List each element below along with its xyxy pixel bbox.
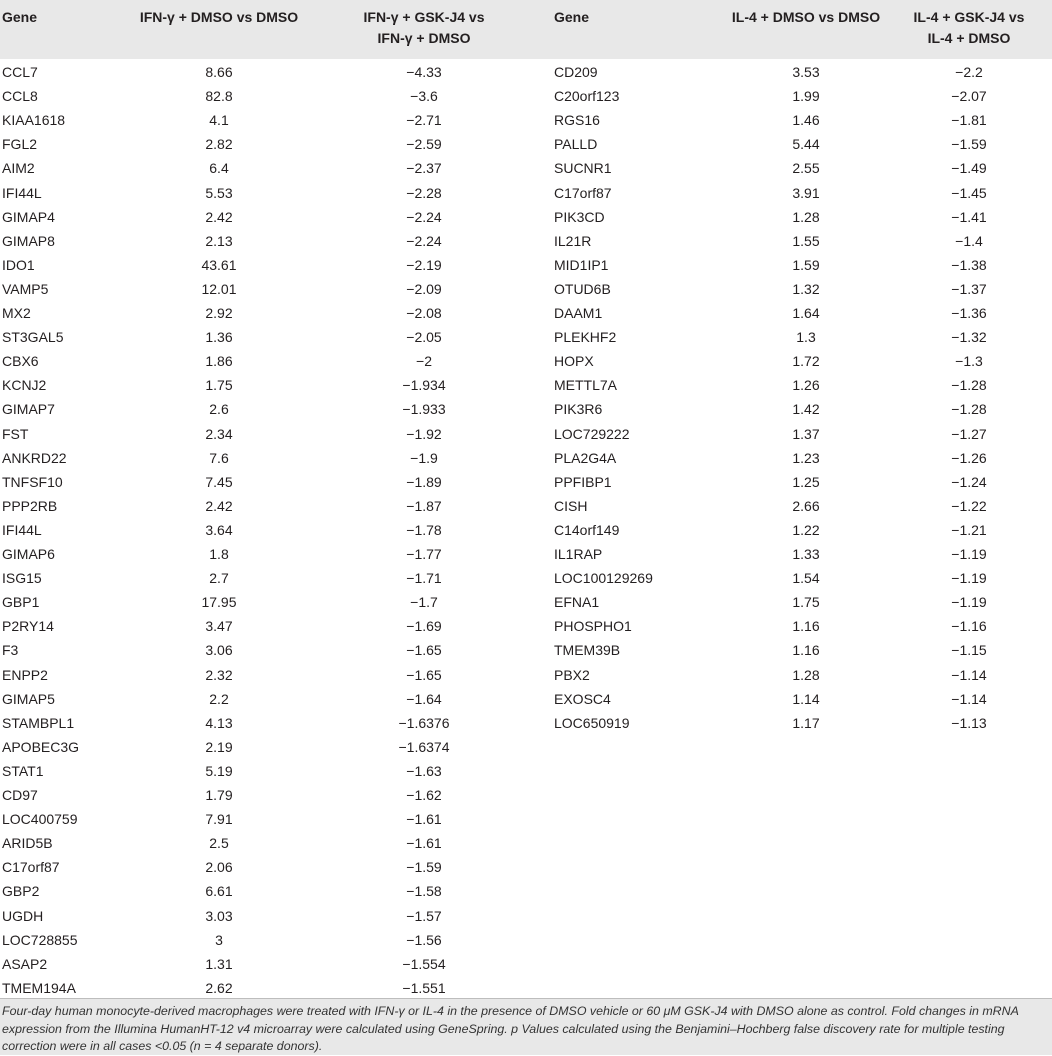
gene-cell: MX2 (2, 305, 31, 321)
ifn-dmso-cell: 1.86 (205, 353, 233, 370)
il4-gsk-cell (884, 831, 1052, 855)
il4-dmso-cell: 1.3 (796, 329, 816, 346)
il4-gsk-cell (884, 735, 1052, 759)
gene2-cell (554, 855, 694, 879)
gene-cell: ST3GAL5 (2, 329, 64, 346)
gene2-cell: C14orf149 (554, 521, 620, 538)
ifn-dmso-cell: 1.8 (209, 546, 229, 562)
ifn-gsk-cell: −1.59 (406, 859, 442, 876)
table-row (0, 108, 1052, 132)
gene-cell: TNFSF10 (2, 473, 63, 490)
il4-gsk-cell: −1.19 (951, 546, 987, 562)
ifn-gsk-cell: −2.19 (406, 256, 442, 273)
gene-cell: ANKRD22 (2, 449, 67, 466)
ifn-gsk-cell: −2.59 (406, 136, 442, 153)
ifn-dmso-cell: 7.6 (209, 449, 229, 466)
table-row (0, 638, 1052, 662)
il4-gsk-cell: −1.26 (951, 449, 987, 466)
gene2-cell: OTUD6B (554, 280, 611, 297)
header-ifn-gsk-line1: IFN-γ + GSK-J4 vs (363, 9, 485, 25)
gene-cell: AIM2 (2, 160, 35, 177)
gene-cell: CCL8 (2, 88, 38, 105)
ifn-gsk-cell: −1.7 (410, 594, 438, 611)
gene-cell: GBP2 (2, 883, 40, 900)
ifn-gsk-cell: −1.78 (406, 521, 442, 538)
il4-gsk-cell: −1.28 (951, 377, 987, 394)
il4-dmso-cell: 2.66 (792, 497, 820, 514)
ifn-dmso-cell: 4.1 (209, 112, 229, 129)
il4-dmso-cell: 1.28 (792, 208, 820, 225)
ifn-gsk-cell: −1.933 (402, 401, 446, 418)
ifn-gsk-cell: −1.63 (406, 762, 442, 779)
table-row (0, 783, 1052, 807)
ifn-dmso-cell: 7.45 (205, 473, 233, 490)
gene-cell: GIMAP7 (2, 401, 55, 418)
table-row (0, 229, 1052, 253)
ifn-gsk-cell: −2.24 (406, 232, 442, 249)
il4-gsk-cell (884, 807, 1052, 831)
il4-gsk-cell: −1.14 (951, 666, 987, 683)
header-gene-right: Gene (554, 9, 590, 25)
table-row (0, 397, 1052, 421)
header-il4-gsk-line1: IL-4 + GSK-J4 vs (913, 9, 1025, 25)
table-row (0, 566, 1052, 590)
il4-gsk-cell (884, 952, 1052, 976)
ifn-gsk-cell: −1.64 (406, 690, 442, 707)
gene2-cell (554, 976, 694, 1000)
gene2-cell: RGS16 (554, 112, 600, 129)
il4-gsk-cell: −1.22 (951, 497, 987, 514)
gene-cell: IDO1 (2, 256, 35, 273)
gene2-cell: PBX2 (554, 666, 590, 683)
table-row (0, 470, 1052, 494)
ifn-gsk-cell: −1.9 (410, 449, 438, 466)
il4-dmso-cell: 1.99 (792, 88, 820, 105)
il4-dmso-cell: 5.44 (792, 136, 820, 153)
gene2-cell: DAAM1 (554, 305, 603, 321)
il4-dmso-cell: 1.54 (792, 570, 820, 587)
gene2-cell: PIK3CD (554, 208, 605, 225)
il4-dmso-cell: 2.55 (792, 160, 820, 177)
ifn-dmso-cell: 2.42 (205, 208, 233, 225)
ifn-dmso-cell: 3.06 (205, 642, 233, 659)
table-row (0, 325, 1052, 349)
gene2-cell: SUCNR1 (554, 160, 612, 177)
il4-gsk-cell (884, 928, 1052, 952)
ifn-gsk-cell: −1.551 (402, 979, 446, 996)
gene-cell: GBP1 (2, 594, 40, 611)
table-row (0, 132, 1052, 156)
ifn-gsk-cell: −1.58 (406, 883, 442, 900)
il4-gsk-cell: −1.19 (951, 570, 987, 587)
gene2-cell: PPFIBP1 (554, 473, 612, 490)
gene-cell: VAMP5 (2, 280, 49, 297)
gene-cell: LOC400759 (2, 811, 78, 828)
il4-dmso-cell: 1.22 (792, 521, 820, 538)
gene-cell: GIMAP5 (2, 690, 55, 707)
ifn-dmso-cell: 82.8 (205, 88, 233, 105)
il4-gsk-cell: −1.15 (951, 642, 987, 659)
header-il4-dmso: IL-4 + DMSO vs DMSO (731, 9, 881, 25)
table-row (0, 181, 1052, 205)
gene-cell: ARID5B (2, 835, 53, 852)
ifn-dmso-cell: 3.47 (205, 618, 233, 635)
gene-cell: ENPP2 (2, 666, 48, 683)
ifn-gsk-cell: −2.24 (406, 208, 442, 225)
il4-dmso-cell: 1.16 (792, 618, 820, 635)
ifn-gsk-cell: −1.87 (406, 497, 442, 514)
ifn-dmso-cell: 3 (215, 931, 223, 948)
ifn-dmso-cell: 43.61 (201, 256, 237, 273)
ifn-dmso-cell: 2.42 (205, 497, 233, 514)
header-il4-gsk (884, 7, 1052, 49)
table-row (0, 60, 1052, 84)
ifn-gsk-cell: −2.08 (406, 305, 442, 321)
table-row (0, 711, 1052, 735)
table-row (0, 928, 1052, 952)
table-row (0, 301, 1052, 325)
gene-cell: GIMAP8 (2, 232, 55, 249)
table-row (0, 494, 1052, 518)
ifn-dmso-cell: 1.75 (205, 377, 233, 394)
gene2-cell: PIK3R6 (554, 401, 603, 418)
header-ifn-gsk-line2: IFN-γ + DMSO (377, 30, 471, 46)
ifn-dmso-cell: 6.61 (205, 883, 233, 900)
il4-dmso-cell: 1.33 (792, 546, 820, 562)
ifn-dmso-cell: 7.91 (205, 811, 233, 828)
ifn-dmso-cell: 12.01 (201, 280, 237, 297)
ifn-dmso-cell: 2.13 (205, 232, 233, 249)
gene2-cell: METTL7A (554, 377, 618, 394)
il4-dmso-cell: 1.46 (792, 112, 820, 129)
il4-gsk-cell: −1.45 (951, 184, 987, 201)
ifn-gsk-cell: −1.62 (406, 787, 442, 803)
ifn-gsk-cell: −4.33 (406, 64, 442, 80)
ifn-gsk-cell: −1.65 (406, 642, 442, 659)
gene-cell: STAT1 (2, 762, 44, 779)
il4-gsk-cell: −1.37 (951, 280, 987, 297)
ifn-gsk-cell: −2.28 (406, 184, 442, 201)
il4-gsk-cell (884, 904, 1052, 928)
table-row (0, 879, 1052, 903)
gene2-cell: EXOSC4 (554, 690, 611, 707)
il4-gsk-cell: −1.13 (951, 714, 987, 731)
ifn-gsk-cell: −3.6 (410, 88, 438, 105)
il4-dmso-cell: 1.23 (792, 449, 820, 466)
il4-dmso-cell: 1.59 (792, 256, 820, 273)
gene-cell: APOBEC3G (2, 738, 80, 755)
il4-dmso-cell: 1.28 (792, 666, 820, 683)
gene2-cell: PALLD (554, 136, 598, 153)
il4-gsk-cell: −1.28 (951, 401, 987, 418)
table-row (0, 277, 1052, 301)
gene-cell: FST (2, 425, 29, 442)
table-row (0, 542, 1052, 566)
gene-cell: P2RY14 (2, 618, 54, 635)
gene2-cell (554, 904, 694, 928)
il4-dmso-cell: 1.75 (792, 594, 820, 611)
ifn-gsk-cell: −1.89 (406, 473, 442, 490)
il4-gsk-cell: −1.36 (951, 305, 987, 321)
table-row (0, 156, 1052, 180)
gene2-cell: C17orf87 (554, 184, 612, 201)
ifn-dmso-cell: 2.06 (205, 859, 233, 876)
il4-gsk-cell: −1.41 (951, 208, 987, 225)
table-row (0, 518, 1052, 542)
ifn-gsk-cell: −1.61 (406, 835, 442, 852)
gene-cell: FGL2 (2, 136, 38, 153)
gene2-cell: MID1IP1 (554, 256, 609, 273)
ifn-dmso-cell: 1.31 (205, 955, 233, 972)
il4-dmso-cell: 1.26 (792, 377, 820, 394)
table-row (0, 349, 1052, 373)
header-gene-left: Gene (2, 9, 38, 25)
il4-dmso-cell: 1.42 (792, 401, 820, 418)
il4-gsk-cell: −1.27 (951, 425, 987, 442)
gene2-cell (554, 807, 694, 831)
ifn-dmso-cell: 3.64 (205, 521, 233, 538)
il4-gsk-cell: −1.49 (951, 160, 987, 177)
gene2-cell (554, 783, 694, 807)
gene-cell: TMEM194A (2, 979, 76, 996)
gene2-cell: LOC729222 (554, 425, 630, 442)
ifn-gsk-cell: −2.09 (406, 280, 442, 297)
il4-gsk-cell: −1.59 (951, 136, 987, 153)
il4-gsk-cell (884, 759, 1052, 783)
il4-gsk-cell (884, 976, 1052, 1000)
ifn-dmso-cell: 5.53 (205, 184, 233, 201)
il4-dmso-cell: 3.53 (792, 64, 820, 80)
table-row (0, 807, 1052, 831)
table-row (0, 205, 1052, 229)
gene2-cell: EFNA1 (554, 594, 600, 611)
gene2-cell (554, 879, 694, 903)
ifn-dmso-cell: 2.34 (205, 425, 233, 442)
gene-cell: ASAP2 (2, 955, 48, 972)
ifn-gsk-cell: −1.57 (406, 907, 442, 924)
il4-dmso-cell: 1.37 (792, 425, 820, 442)
header-ifn-gsk (330, 7, 518, 49)
gene-cell: CD97 (2, 787, 38, 803)
gene2-cell: HOPX (554, 353, 594, 370)
ifn-dmso-cell: 3.03 (205, 907, 233, 924)
gene2-cell (554, 952, 694, 976)
table-footnote (0, 998, 1052, 1055)
gene-cell: LOC728855 (2, 931, 78, 948)
ifn-gsk-cell: −1.934 (402, 377, 446, 394)
gene-cell: KCNJ2 (2, 377, 47, 394)
il4-gsk-cell: −1.4 (955, 232, 983, 249)
table-row (0, 373, 1052, 397)
table-row (0, 422, 1052, 446)
table-row (0, 904, 1052, 928)
ifn-dmso-cell: 2.2 (209, 690, 229, 707)
il4-gsk-cell: −1.16 (951, 618, 987, 635)
gene-cell: STAMBPL1 (2, 714, 75, 731)
il4-dmso-cell: 3.91 (792, 184, 820, 201)
ifn-gsk-cell: −1.92 (406, 425, 442, 442)
ifn-dmso-cell: 2.62 (205, 979, 233, 996)
gene-cell: IFI44L (2, 184, 42, 201)
ifn-dmso-cell: 2.82 (205, 136, 233, 153)
ifn-gsk-cell: −1.56 (406, 931, 442, 948)
ifn-gsk-cell: −2.37 (406, 160, 442, 177)
table-row (0, 976, 1052, 1000)
gene2-cell (554, 928, 694, 952)
gene2-cell: IL21R (554, 232, 592, 249)
gene-cell: UGDH (2, 907, 44, 924)
header-il4-gsk-line2: IL-4 + DMSO (927, 30, 1011, 46)
table-row (0, 446, 1052, 470)
il4-dmso-cell: 1.16 (792, 642, 820, 659)
ifn-dmso-cell: 2.6 (209, 401, 229, 418)
gene-cell: GIMAP4 (2, 208, 55, 225)
il4-gsk-cell: −1.19 (951, 594, 987, 611)
table-row (0, 590, 1052, 614)
gene-cell: C17orf87 (2, 859, 60, 876)
ifn-dmso-cell: 2.32 (205, 666, 233, 683)
gene2-cell: PLEKHF2 (554, 329, 617, 346)
gene-cell: PPP2RB (2, 497, 58, 514)
il4-dmso-cell: 1.25 (792, 473, 820, 490)
il4-dmso-cell: 1.17 (792, 714, 820, 731)
ifn-dmso-cell: 2.5 (209, 835, 229, 852)
ifn-dmso-cell: 2.92 (205, 305, 233, 321)
gene2-cell (554, 735, 694, 759)
ifn-gsk-cell: −2.05 (406, 329, 442, 346)
table-header (0, 0, 1052, 59)
ifn-dmso-cell: 6.4 (209, 160, 229, 177)
table-row (0, 663, 1052, 687)
gene-cell: IFI44L (2, 521, 42, 538)
table-row (0, 831, 1052, 855)
gene2-cell: C20orf123 (554, 88, 620, 105)
ifn-dmso-cell: 4.13 (205, 714, 233, 731)
il4-dmso-cell: 1.32 (792, 280, 820, 297)
gene2-cell: LOC650919 (554, 714, 630, 731)
footnote-text: Four-day human monocyte-derived macrophages were treated with IFN-γ or IL-4 in the presence of DMSO vehicle or 60 μM GSK-J4 with DMSO alone as control. Fold changes in mRNA expression from the Illumina HumanHT-12 v4 microarray were calculated using GeneSpring. p Values calculated using the Benjamini–Hochberg false discovery rate for multiple testing correction were in all cases <0.05 (n = 4 separate donors). (2, 1004, 1019, 1053)
ifn-gsk-cell: −1.77 (406, 546, 442, 562)
ifn-dmso-cell: 17.95 (201, 594, 237, 611)
il4-gsk-cell (884, 783, 1052, 807)
gene2-cell: CISH (554, 497, 588, 514)
ifn-gsk-cell: −1.61 (406, 811, 442, 828)
il4-gsk-cell: −2.07 (951, 88, 987, 105)
gene2-cell: PLA2G4A (554, 449, 617, 466)
table-row (0, 253, 1052, 277)
table-row (0, 855, 1052, 879)
ifn-gsk-cell: −1.69 (406, 618, 442, 635)
header-ifn-dmso: IFN-γ + DMSO vs DMSO (139, 9, 299, 25)
gene-cell: ISG15 (2, 570, 42, 587)
il4-gsk-cell: −1.3 (955, 353, 983, 370)
ifn-gsk-cell: −2 (416, 353, 432, 370)
il4-gsk-cell: −1.38 (951, 256, 987, 273)
gene2-cell: TMEM39B (554, 642, 621, 659)
gene2-cell: LOC100129269 (554, 570, 653, 587)
ifn-dmso-cell: 2.7 (209, 570, 229, 587)
ifn-gsk-cell: −1.6376 (398, 714, 450, 731)
gene2-cell (554, 831, 694, 855)
il4-dmso-cell: 1.72 (792, 353, 820, 370)
table-row (0, 84, 1052, 108)
il4-gsk-cell: −2.2 (955, 64, 983, 80)
il4-gsk-cell (884, 855, 1052, 879)
ifn-dmso-cell: 1.79 (205, 787, 233, 803)
gene2-cell (554, 759, 694, 783)
il4-gsk-cell: −1.21 (951, 521, 987, 538)
table-row (0, 759, 1052, 783)
table-row (0, 952, 1052, 976)
ifn-gsk-cell: −1.65 (406, 666, 442, 683)
ifn-dmso-cell: 8.66 (205, 64, 233, 80)
il4-gsk-cell (884, 879, 1052, 903)
il4-gsk-cell: −1.24 (951, 473, 987, 490)
gene-cell: CBX6 (2, 353, 39, 370)
ifn-dmso-cell: 2.19 (205, 738, 233, 755)
il4-dmso-cell: 1.14 (792, 690, 820, 707)
il4-gsk-cell: −1.14 (951, 690, 987, 707)
il4-gsk-cell: −1.81 (951, 112, 987, 129)
il4-gsk-cell: −1.32 (951, 329, 987, 346)
table-row (0, 687, 1052, 711)
gene-cell: F3 (2, 642, 19, 659)
ifn-gsk-cell: −1.6374 (398, 738, 450, 755)
ifn-gsk-cell: −1.71 (406, 570, 442, 587)
gene2-cell: CD209 (554, 64, 598, 80)
gene-cell: KIAA1618 (2, 112, 66, 129)
gene2-cell: PHOSPHO1 (554, 618, 632, 635)
gene-cell: GIMAP6 (2, 546, 55, 562)
gene2-cell: IL1RAP (554, 546, 603, 562)
ifn-dmso-cell: 1.36 (205, 329, 233, 346)
table-row (0, 614, 1052, 638)
il4-dmso-cell: 1.64 (792, 305, 820, 321)
ifn-dmso-cell: 5.19 (205, 762, 233, 779)
il4-dmso-cell: 1.55 (792, 232, 820, 249)
gene-cell: CCL7 (2, 64, 38, 80)
ifn-gsk-cell: −1.554 (402, 955, 446, 972)
table-row (0, 735, 1052, 759)
ifn-gsk-cell: −2.71 (406, 112, 442, 129)
